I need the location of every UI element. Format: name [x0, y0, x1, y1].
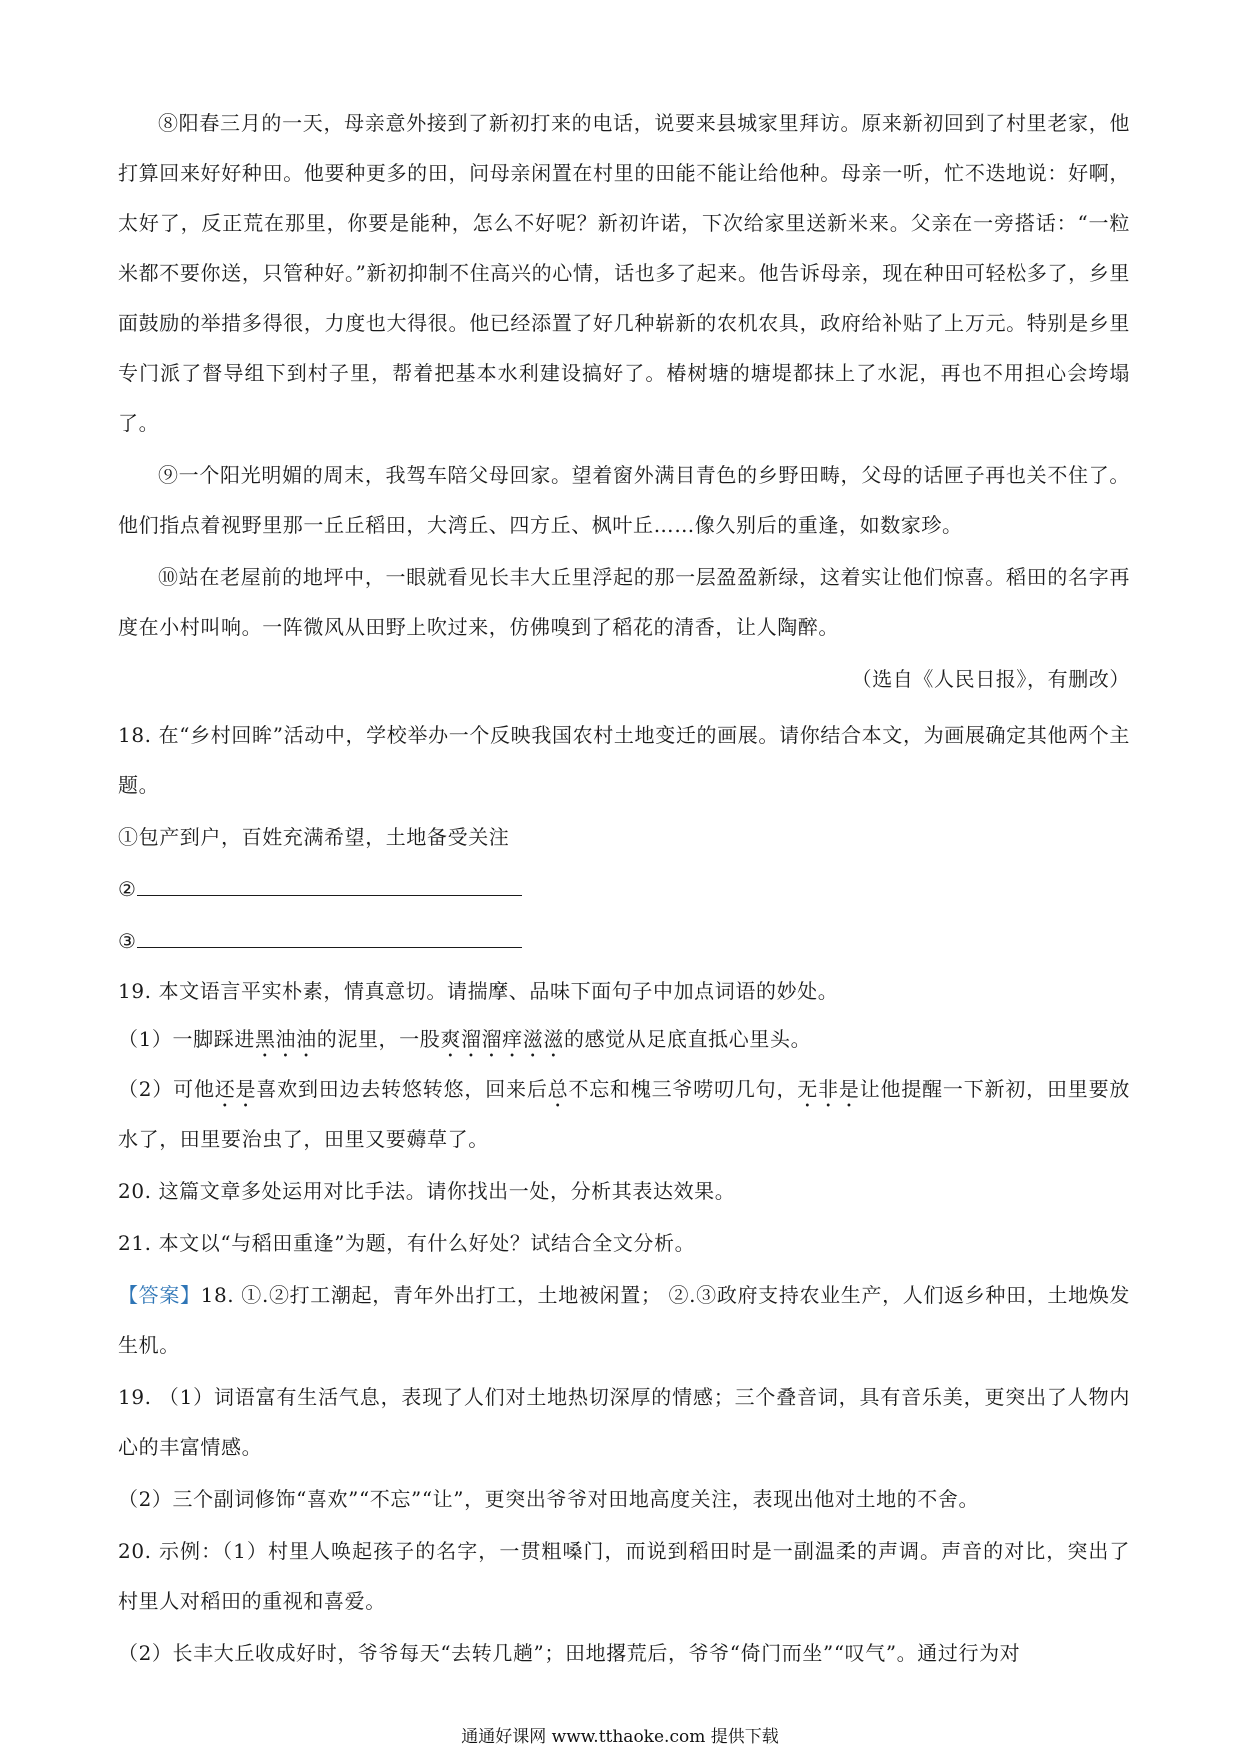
emphasized-word: 还是	[214, 1077, 257, 1101]
passage-paragraph-10: ⑩站在老屋前的地坪中，一眼就看见长丰大丘里浮起的那一层盈盈新绿，这着实让他们惊喜。稻田的名字再度在小村叫响。一阵微风从田野上吹过来，仿佛嗅到了稻花的清香，让人陶醉。	[118, 565, 1130, 639]
sentence-text: （1）一脚踩进	[118, 1027, 255, 1051]
answer-19-2: （2）三个副词修饰“喜欢”“不忘”“让”，更突出爷爷对田地高度关注，表现出他对土地的不舍。	[118, 1487, 980, 1511]
question-18-item-2	[118, 864, 1130, 914]
answer-20-1: 20. 示例：（1）村里人唤起孩子的名字，一贯粗嗓门，而说到稻田时是一副温柔的声调。声音的对比，突出了村里人对稻田的重视和喜爱。	[118, 1539, 1130, 1613]
question-18: 18. 在“乡村回眸”活动中，学校举办一个反映我国农村土地变迁的画展。请你结合本文，为画展确定其他两个主题。	[118, 723, 1130, 797]
emphasized-word: 总	[547, 1077, 569, 1101]
sentence-text: 让他提醒一下新初，田里要放水了，田里要治虫了，田里又要薅草了。	[118, 1077, 1130, 1151]
question-20: 20. 这篇文章多处运用对比手法。请你找出一处，分析其表达效果。	[118, 1179, 736, 1203]
page-footer: 通通好课网 www.tthaoke.com 提供下载	[461, 1727, 779, 1747]
emphasized-word: 爽溜溜	[440, 1027, 503, 1051]
question-21: 21. 本文以“与稻田重逢”为题，有什么好处？试结合全文分析。	[118, 1231, 696, 1255]
sentence-text: （2）可他	[118, 1077, 215, 1101]
question-19: 19. 本文语言平实朴素，情真意切。请揣摩、品味下面句子中加点词语的妙处。	[118, 979, 839, 1003]
answer-blank-2[interactable]	[137, 873, 522, 896]
question-18-item-3	[118, 916, 1130, 966]
item-2-marker: ②	[118, 877, 137, 901]
sentence-text: 喜欢到田边去转悠转悠，回来后	[256, 1077, 548, 1101]
passage-paragraph-9: ⑨一个阳光明媚的周末，我驾车陪父母回家。望着窗外满目青色的乡野田畴，父母的话匣子再也关不住了。他们指点着视野里那一丘丘稻田，大湾丘、四方丘、枫叶丘……像久别后的重逢，如数家珍。	[118, 463, 1130, 537]
passage-source: （选自《人民日报》，有删改）	[851, 667, 1130, 691]
page-content	[118, 98, 1130, 1680]
question-19-sentence-1	[118, 1016, 1130, 1062]
answer-tag: 【答案】	[118, 1283, 201, 1307]
emphasized-word: 痒滋滋	[502, 1027, 564, 1051]
answer-blank-3[interactable]	[137, 925, 522, 948]
question-19-sentence-2	[118, 1064, 1130, 1164]
passage-paragraph-8: ⑧阳春三月的一天，母亲意外接到了新初打来的电话，说要来县城家里拜访。原来新初回到了村里老家，他打算回来好好种田。他要种更多的田，问母亲闲置在村里的田能不能让给他种。母亲一听，忙不迭地说：好啊，太好了，反正荒在那里，你要是能种，怎么不好呢？新初许诺，下次给家里送新米来。父亲在一旁搭话：“一粒米都不要你送，只管种好。”新初抑制不住高兴的心情，话也多了起来。他告诉母亲，现在种田可轻松多了，乡里面鼓励的举措多得很，力度也大得很。他已经添置了好几种崭新的农机农具，政府给补贴了上万元。特别是乡里专门派了督导组下到村子里，帮着把基本水利建设搞好了。椿树塘的塘堤都抹上了水泥，再也不用担心会垮塌了。	[118, 111, 1130, 435]
sentence-text: 的感觉从足底直抵心里头。	[563, 1027, 812, 1051]
sentence-text: 的泥里，一股	[316, 1027, 441, 1051]
emphasized-word: 黑油油	[254, 1027, 317, 1051]
answer-18-text: 18. ①.②打工潮起，青年外出打工，土地被闲置； ②.③政府支持农业生产，人们返乡种田，土地焕发生机。	[118, 1283, 1130, 1357]
question-18-item-1: ①包产到户，百姓充满希望，土地备受关注	[118, 825, 510, 849]
answer-18	[118, 1270, 1130, 1370]
sentence-text: 不忘和槐三爷唠叨几句，	[568, 1077, 798, 1101]
answer-20-2: （2）长丰大丘收成好时，爷爷每天“去转几趟”；田地撂荒后，爷爷“倚门而坐”“叹气”。通过行为对	[118, 1641, 1021, 1665]
item-3-marker: ③	[118, 929, 137, 953]
emphasized-word: 无非是	[797, 1077, 860, 1101]
answer-19-1: 19. （1）词语富有生活气息，表现了人们对土地热切深厚的情感；三个叠音词，具有音乐美，更突出了人物内心的丰富情感。	[118, 1385, 1130, 1459]
